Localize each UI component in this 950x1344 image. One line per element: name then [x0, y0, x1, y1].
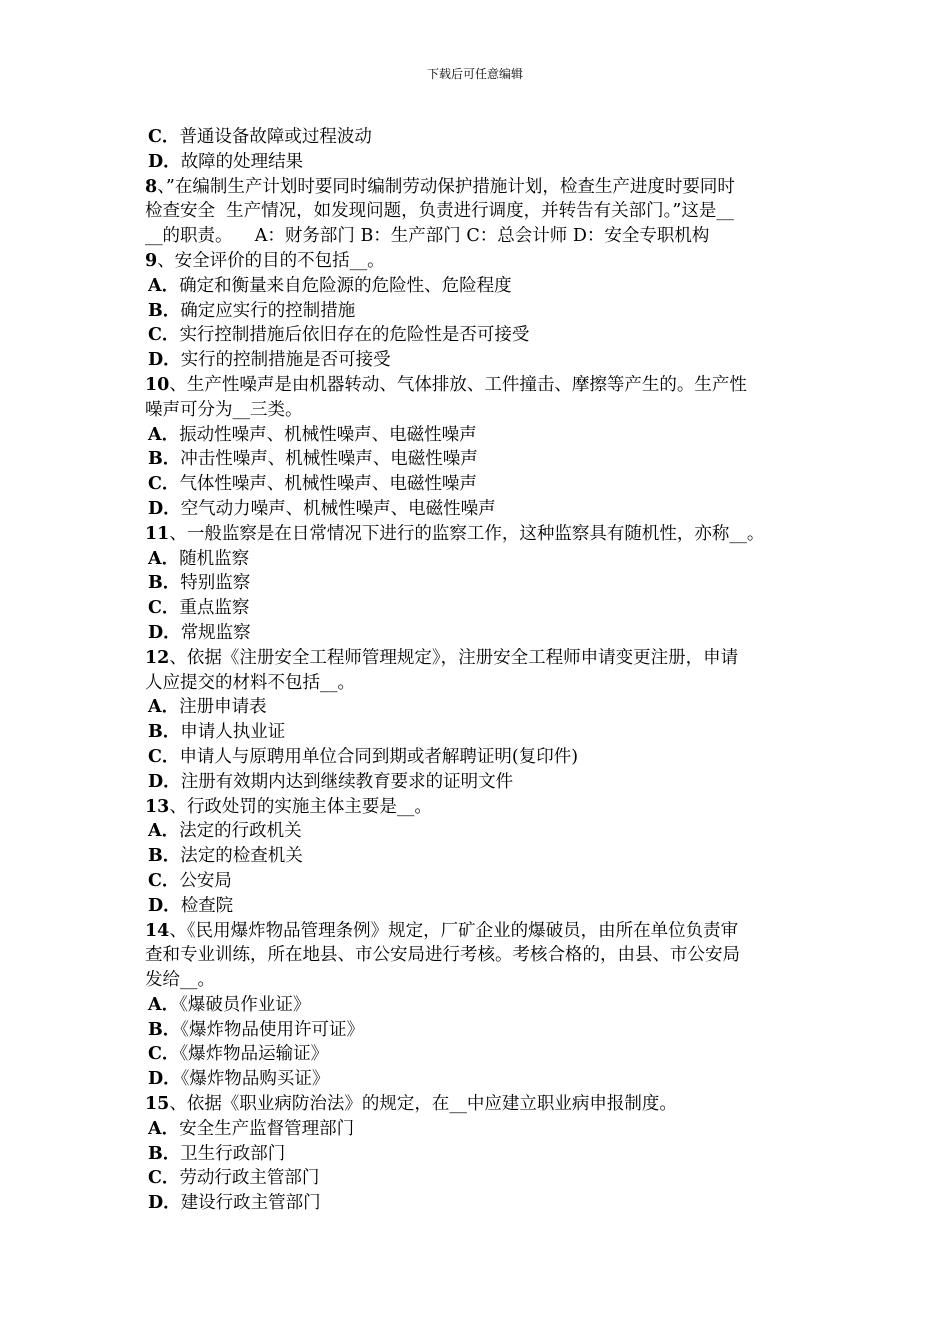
option-letter: C．	[148, 325, 180, 346]
option-letter: A．	[148, 1118, 180, 1139]
question-text: 、”在编制生产计划时要同时编制劳动保护措施计划，检查生产进度时要同时	[157, 176, 735, 197]
question-text: 、安全评价的目的不包括__。	[157, 250, 385, 271]
option-text: 公安局	[179, 870, 232, 891]
option-letter: D．	[148, 1069, 181, 1090]
question-text: 、《民用爆炸物品管理条例》规定，厂矿企业的爆破员，由所在单位负责审	[169, 920, 739, 941]
document-body	[145, 125, 810, 1216]
answer-option	[145, 844, 810, 869]
option-text: 冲击性噪声、机械性噪声、电磁性噪声	[180, 449, 478, 470]
question-continuation: __的职责。 A：财务部门 B：生产部门 C：总会计师 D：安全专职机构	[145, 226, 710, 247]
option-letter: D．	[148, 895, 181, 916]
question-line	[145, 646, 810, 671]
option-text: 故障的处理结果	[180, 151, 304, 172]
option-text: 申请人与原聘用单位合同到期或者解聘证明(复印件)	[179, 746, 579, 767]
option-letter: B．	[148, 1143, 181, 1164]
question-continuation: 噪声可分为__三类。	[145, 399, 303, 420]
question-continuation: 查和专业训练，所在地县、市公安局进行考核。考核合格的，由县、市公安局	[145, 945, 740, 966]
answer-option	[145, 125, 810, 150]
option-text: 振动性噪声、机械性噪声、电磁性噪声	[179, 424, 477, 445]
answer-option	[145, 1142, 810, 1167]
option-text: 建设行政主管部门	[180, 1193, 321, 1214]
option-letter: A．	[148, 821, 180, 842]
answer-option	[145, 447, 810, 472]
option-letter: C．	[148, 1044, 180, 1065]
answer-option	[145, 869, 810, 894]
answer-option	[145, 1191, 810, 1216]
question-text: 、行政处罚的实施主体主要是__。	[169, 796, 432, 817]
option-letter: D．	[148, 771, 181, 792]
option-text: 随机监察	[179, 548, 250, 569]
question-text: 、生产性噪声是由机器转动、气体排放、工件撞击、摩擦等产生的。生产性	[169, 374, 747, 395]
option-text: 注册有效期内达到继续教育要求的证明文件	[180, 771, 514, 792]
answer-option	[145, 695, 810, 720]
answer-option	[145, 745, 810, 770]
question-line	[145, 175, 810, 200]
option-letter: B．	[148, 1019, 181, 1040]
option-text: 《爆炸物品运输证》	[179, 1044, 329, 1065]
question-text: 、依据《职业病防治法》的规定，在__中应建立职业病申报制度。	[169, 1094, 677, 1115]
option-letter: A．	[148, 548, 180, 569]
answer-option	[145, 819, 810, 844]
option-text: 《爆破员作业证》	[179, 994, 311, 1015]
option-text: 空气动力噪声、机械性噪声、电磁性噪声	[180, 498, 496, 519]
answer-option	[145, 423, 810, 448]
option-letter: B．	[148, 722, 181, 743]
option-letter: D．	[148, 498, 181, 519]
question-number: 8	[145, 176, 158, 197]
question-number: 11	[145, 523, 170, 544]
option-text: 检查院	[180, 895, 234, 916]
option-letter: C．	[148, 127, 180, 147]
option-letter: B．	[148, 300, 181, 321]
answer-option	[145, 472, 810, 497]
option-text: 实行控制措施后依旧存在的危险性是否可接受	[179, 325, 530, 346]
question-text: 、依据《注册安全工程师管理规定》，注册安全工程师申请变更注册，申请	[169, 647, 739, 668]
option-letter: D．	[148, 151, 181, 172]
option-letter: C．	[148, 1168, 180, 1189]
option-text: 注册申请表	[179, 697, 267, 718]
question-continuation: 检查安全 生产情况，如发现问题，负责进行调度，并转告有关部门。”这是__	[145, 201, 734, 222]
option-text: 特别监察	[180, 573, 251, 594]
answer-option	[145, 1042, 810, 1067]
option-text: 重点监察	[179, 598, 250, 619]
option-letter: A．	[148, 424, 180, 445]
answer-option	[145, 770, 810, 795]
question-continuation: 人应提交的材料不包括__。	[145, 672, 355, 693]
answer-option	[145, 547, 810, 572]
question-line	[145, 1092, 810, 1117]
question-number: 10	[145, 374, 170, 395]
answer-option	[145, 993, 810, 1018]
option-text: 劳动行政主管部门	[179, 1168, 320, 1189]
option-letter: A．	[148, 275, 180, 296]
question-line	[145, 919, 810, 944]
option-letter: A．	[148, 697, 180, 718]
question-line	[145, 373, 810, 398]
option-letter: B．	[148, 449, 181, 470]
option-letter: B．	[148, 573, 181, 594]
question-number: 12	[145, 647, 170, 668]
answer-option	[145, 150, 810, 175]
option-text: 实行的控制措施是否可接受	[180, 350, 391, 371]
option-text: 法定的行政机关	[179, 821, 302, 842]
option-text: 《爆炸物品使用许可证》	[180, 1019, 365, 1040]
answer-option	[145, 596, 810, 621]
answer-option	[145, 720, 810, 745]
option-text: 卫生行政部门	[180, 1143, 286, 1164]
question-number: 14	[145, 920, 170, 941]
question-number: 15	[145, 1094, 170, 1115]
option-text: 《爆炸物品购买证》	[180, 1069, 330, 1090]
answer-option	[145, 274, 810, 299]
answer-option	[145, 1067, 810, 1092]
answer-option	[145, 894, 810, 919]
option-text: 确定和衡量来自危险源的危险性、危险程度	[179, 275, 512, 296]
answer-option	[145, 348, 810, 373]
answer-option	[145, 1117, 810, 1142]
option-text: 普通设备故障或过程波动	[179, 127, 372, 147]
option-letter: C．	[148, 870, 180, 891]
answer-option	[145, 299, 810, 324]
question-line	[145, 249, 810, 274]
option-letter: D．	[148, 350, 181, 371]
option-letter: C．	[148, 746, 180, 767]
question-continuation: 发给__。	[145, 970, 215, 991]
option-text: 法定的检查机关	[180, 846, 303, 867]
option-letter: C．	[148, 598, 180, 619]
answer-option	[145, 497, 810, 522]
option-letter: A．	[148, 994, 180, 1015]
question-number: 9	[145, 250, 158, 271]
answer-option	[145, 1166, 810, 1191]
option-letter: D．	[148, 622, 181, 643]
option-letter: C．	[148, 474, 180, 495]
option-letter: D．	[148, 1193, 181, 1214]
option-text: 申请人执业证	[180, 722, 286, 743]
answer-option	[145, 621, 810, 646]
option-text: 安全生产监督管理部门	[179, 1118, 355, 1139]
question-text: 、一般监察是在日常情况下进行的监察工作，这种监察具有随机性，亦称__。	[169, 523, 765, 544]
option-text: 气体性噪声、机械性噪声、电磁性噪声	[179, 474, 477, 495]
question-line	[145, 522, 810, 547]
answer-option	[145, 571, 810, 596]
page-header: 下载后可任意编辑	[426, 67, 523, 81]
answer-option	[145, 1018, 810, 1043]
question-line	[145, 795, 810, 820]
option-letter: B．	[148, 846, 181, 867]
option-text: 确定应实行的控制措施	[180, 300, 356, 321]
option-text: 常规监察	[180, 622, 251, 643]
answer-option	[145, 323, 810, 348]
question-number: 13	[145, 796, 170, 817]
